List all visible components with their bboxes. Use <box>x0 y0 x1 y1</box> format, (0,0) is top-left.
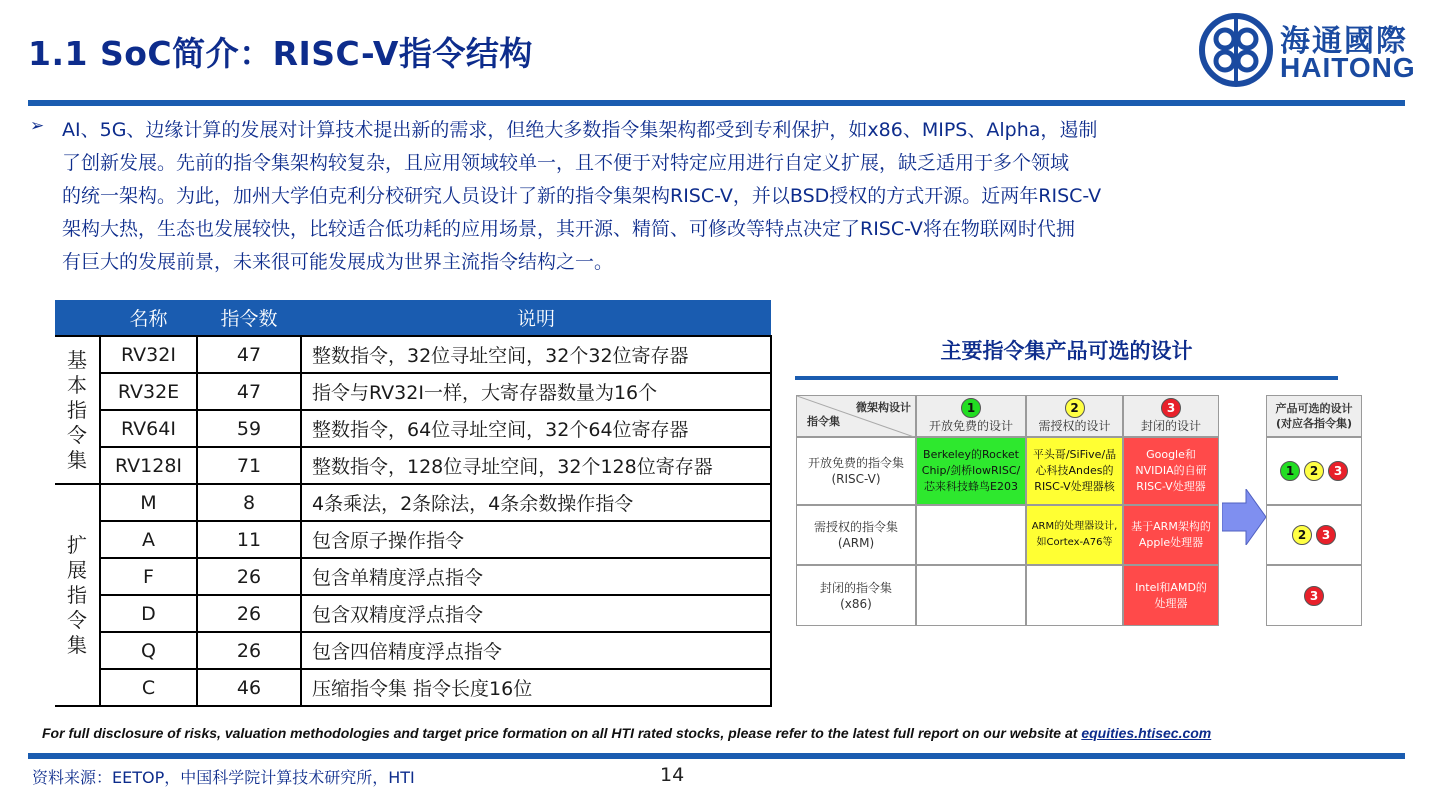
design-3-icon: 3 <box>1304 586 1324 606</box>
haitong-emblem-icon <box>1198 12 1274 88</box>
isa-count: 26 <box>197 558 301 595</box>
group-label-extension: 扩展指令集 <box>55 484 100 706</box>
right-arrow-icon <box>1222 489 1266 545</box>
design-3-icon: 3 <box>1316 525 1336 545</box>
col-label: 封闭的设计 <box>1140 419 1201 433</box>
corner-top-label: 微架构设计 <box>856 401 911 414</box>
isa-count: 11 <box>197 521 301 558</box>
logo-text-cn: 海通國際 <box>1280 24 1408 59</box>
isa-count: 26 <box>197 632 301 669</box>
group-label-base: 基本指令集 <box>55 336 100 484</box>
isa-name: D <box>100 595 197 632</box>
isa-desc: 整数指令，32位寻址空间，32个32位寄存器 <box>301 336 771 373</box>
table-row <box>55 336 771 373</box>
isa-desc: 包含原子操作指令 <box>301 521 771 558</box>
design-1-icon: 1 <box>1280 461 1300 481</box>
product-options <box>1266 395 1362 626</box>
isa-count: 71 <box>197 447 301 484</box>
paragraph-line: 有巨大的发展前景，未来很可能发展成为世界主流指令结构之一。 <box>62 251 614 273</box>
paragraph-line: 了创新发展。先前的指令集架构较复杂，且应用领域较单一，且不便于对特定应用进行自定义扩展，缺乏适用于多个领域 <box>62 152 1070 174</box>
isa-desc: 包含四倍精度浮点指令 <box>301 632 771 669</box>
matrix-cell <box>916 505 1026 565</box>
table-row <box>55 447 771 484</box>
matrix-cell: 基于ARM架构的 Apple处理器 <box>1123 505 1219 565</box>
table-row <box>55 632 771 669</box>
product-options-row <box>1266 565 1362 626</box>
intro-bullet <box>30 114 1350 279</box>
matrix-corner <box>796 395 916 437</box>
isa-count: 59 <box>197 410 301 447</box>
table-row <box>55 521 771 558</box>
isa-name: F <box>100 558 197 595</box>
isa-desc: 指令与RV32I一样，大寄存器数量为16个 <box>301 373 771 410</box>
intro-paragraph <box>62 114 1350 279</box>
page-number: 14 <box>660 764 685 786</box>
matrix-cell: 平头哥/SiFive/晶 心科技Andes的 RISC-V处理器核 <box>1026 437 1123 505</box>
isa-name: Q <box>100 632 197 669</box>
footer-divider <box>28 753 1405 759</box>
matrix-cell: ARM的处理器设计, 如Cortex-A76等 <box>1026 505 1123 565</box>
isa-name: M <box>100 484 197 521</box>
table-header-row <box>55 300 771 336</box>
col-label: 需授权的设计 <box>1038 419 1111 433</box>
product-options-row <box>1266 437 1362 505</box>
isa-desc: 整数指令，64位寻址空间，32个64位寄存器 <box>301 410 771 447</box>
isa-name: RV32E <box>100 373 197 410</box>
isa-desc: 包含单精度浮点指令 <box>301 558 771 595</box>
haitong-logo <box>1198 10 1416 90</box>
design-2-icon: 2 <box>1292 525 1312 545</box>
isa-count: 47 <box>197 373 301 410</box>
design-3-icon: 3 <box>1161 398 1181 418</box>
matrix-row-label: 开放免费的指令集 (RISC-V) <box>796 437 916 505</box>
isa-name: RV128I <box>100 447 197 484</box>
matrix-row-label: 封闭的指令集 (x86) <box>796 565 916 626</box>
matrix-col-header <box>1123 395 1219 437</box>
matrix-col-header <box>916 395 1026 437</box>
product-header: 产品可选的设计 (对应各指令集) <box>1266 395 1362 437</box>
table-row <box>55 373 771 410</box>
isa-desc: 整数指令，128位寻址空间，32个128位寄存器 <box>301 447 771 484</box>
logo-text-en: HAITONG <box>1280 52 1416 83</box>
disclosure-text <box>42 725 1211 741</box>
matrix-col-header <box>1026 395 1123 437</box>
table-header-count: 指令数 <box>197 300 301 336</box>
isa-name: RV64I <box>100 410 197 447</box>
isa-count: 26 <box>197 595 301 632</box>
matrix-cell: Google和 NVIDIA的自研 RISC-V处理器 <box>1123 437 1219 505</box>
isa-table <box>55 300 772 707</box>
design-matrix <box>796 395 1219 626</box>
corner-diagonal <box>797 396 917 438</box>
source-note: 资料来源：EETOP，中国科学院计算技术研究所，HTI <box>32 768 415 787</box>
table-row <box>55 669 771 706</box>
paragraph-line: 架构大热，生态也发展较快，比较适合低功耗的应用场景，其开源、精简、可修改等特点决定了RISC-V将在物联网时代拥 <box>62 218 1075 240</box>
table-row <box>55 484 771 521</box>
design-2-icon: 2 <box>1065 398 1085 418</box>
figure-title-underline <box>795 376 1338 380</box>
isa-name: A <box>100 521 197 558</box>
table-header-desc: 说明 <box>301 300 771 336</box>
page-title: 1.1 SoC简介：RISC-V指令结构 <box>28 34 533 73</box>
disclosure-link[interactable]: equities.htisec.com <box>1081 725 1212 741</box>
design-1-icon: 1 <box>961 398 981 418</box>
table-header-group <box>55 300 100 336</box>
isa-desc: 4条乘法，2条除法，4条余数操作指令 <box>301 484 771 521</box>
table-row <box>55 410 771 447</box>
paragraph-line: 的统一架构。为此，加州大学伯克利分校研究人员设计了新的指令集架构RISC-V，并以BSD授权的方式开源。近两年RISC-V <box>62 185 1102 207</box>
table-row <box>55 558 771 595</box>
matrix-row-label: 需授权的指令集 (ARM) <box>796 505 916 565</box>
isa-name: RV32I <box>100 336 197 373</box>
table-row <box>55 595 771 632</box>
matrix-cell: Intel和AMD的 处理器 <box>1123 565 1219 626</box>
figure-title: 主要指令集产品可选的设计 <box>940 339 1193 363</box>
product-options-row <box>1266 505 1362 565</box>
design-3-icon: 3 <box>1328 461 1348 481</box>
corner-bottom-label: 指令集 <box>807 415 840 428</box>
isa-desc: 包含双精度浮点指令 <box>301 595 771 632</box>
matrix-cell <box>916 565 1026 626</box>
isa-count: 46 <box>197 669 301 706</box>
isa-count: 8 <box>197 484 301 521</box>
disclosure-body: For full disclosure of risks, valuation methodologies and target price formation on all HTI rated stocks, please refer to the latest full report on our website at <box>42 725 1082 741</box>
isa-name: C <box>100 669 197 706</box>
header-divider <box>28 100 1405 106</box>
paragraph-line: AI、5G、边缘计算的发展对计算技术提出新的需求，但绝大多数指令集架构都受到专利保护，如x86、MIPS、Alpha，遏制 <box>62 119 1098 141</box>
matrix-cell: Berkeley的Rocket Chip/剑桥lowRISC/ 芯来科技蜂鸟E203 <box>916 437 1026 505</box>
arrow-bullet-icon: ➢ <box>30 116 45 136</box>
matrix-cell <box>1026 565 1123 626</box>
table-header-name: 名称 <box>100 300 197 336</box>
design-2-icon: 2 <box>1304 461 1324 481</box>
isa-count: 47 <box>197 336 301 373</box>
col-label: 开放免费的设计 <box>928 419 1013 433</box>
isa-desc: 压缩指令集 指令长度16位 <box>301 669 771 706</box>
